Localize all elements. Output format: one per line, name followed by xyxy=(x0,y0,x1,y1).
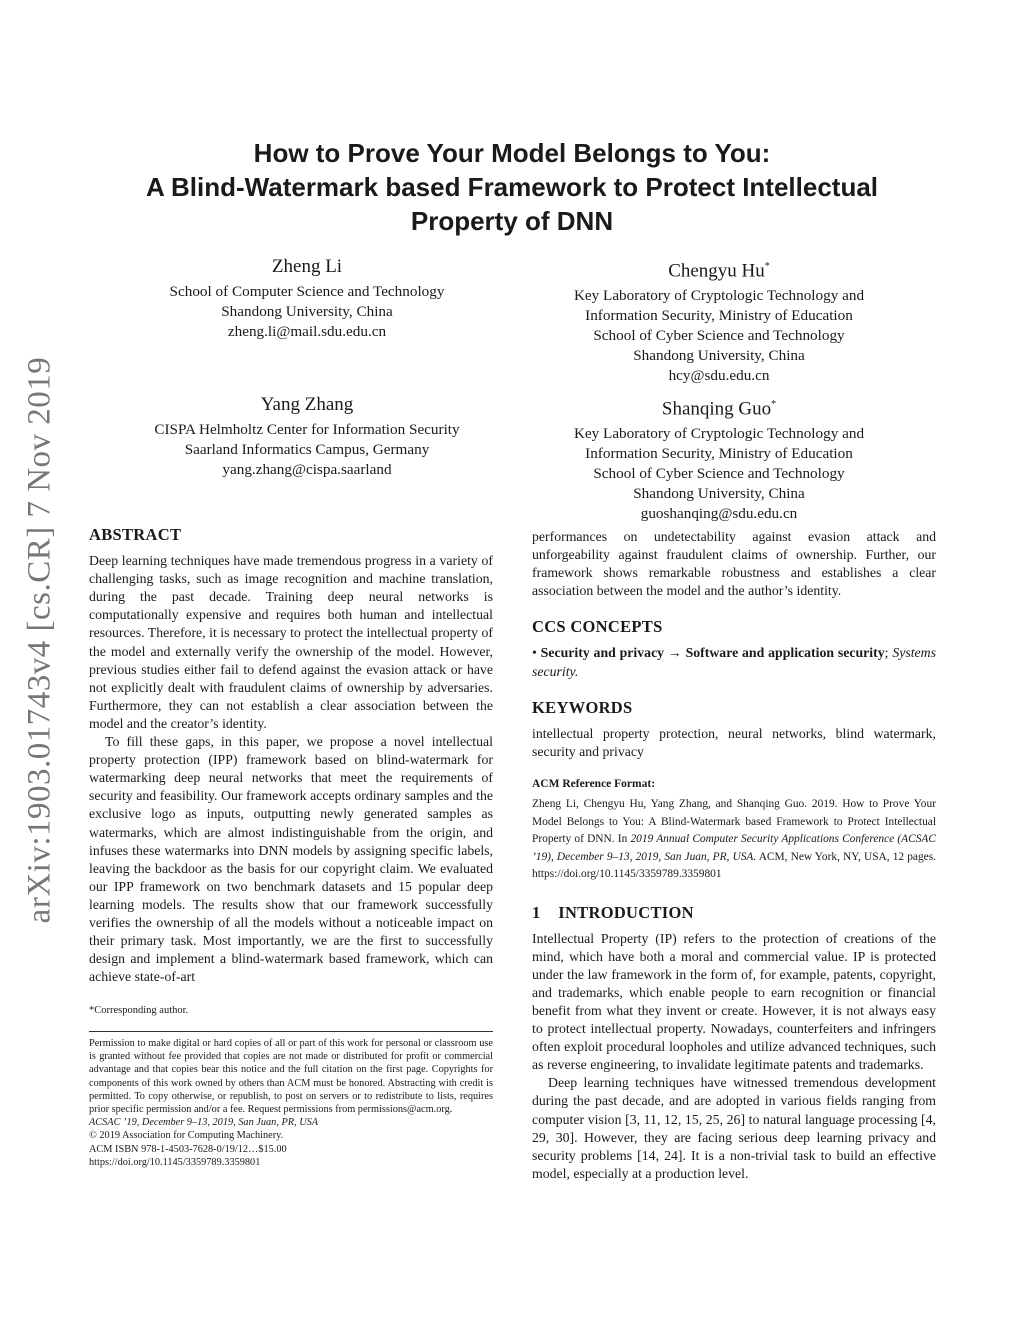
paper-title xyxy=(80,136,944,238)
ccs-part-2: Software and application security xyxy=(685,645,885,661)
introduction-heading: 1 INTRODUCTION xyxy=(532,902,694,922)
reference-venue: 2019 Annual Computer Security Applications Conference (ACSAC ’19), December 9–13, 2019, San Juan, PR, USA. xyxy=(532,833,936,863)
corresponding-mark: * xyxy=(771,399,777,410)
reference-text-2: ACM, New York, NY, USA, 12 pages. https://doi.org/10.1145/3359789.3359801 xyxy=(532,850,936,881)
author-email: hcy@sdu.edu.cn xyxy=(668,367,770,385)
title-line-3: Property of DNN xyxy=(410,206,614,236)
abstract-continuation: performances on undetectability against evasion attack and unforgeability against fraudulent claims of ownership. Further, our framework shows remarkable robustness and establishes a clear association between the model and the author’s identity. xyxy=(532,529,936,599)
left-column xyxy=(89,526,493,986)
author-name: Yang Zhang xyxy=(260,394,354,415)
author-zheng-li xyxy=(132,254,482,342)
keywords-text: intellectual property protection, neural networks, blind watermark, security and privacy xyxy=(532,725,936,759)
ccs-bullet: • xyxy=(532,645,541,661)
keywords-heading: KEYWORDS xyxy=(532,697,633,717)
author-name-row xyxy=(544,392,894,422)
author-email: guoshanqing@sdu.edu.cn xyxy=(640,505,798,523)
arxiv-stamp: arXiv:1903.01743v4 [cs.CR] 7 Nov 2019 xyxy=(21,356,58,924)
author-affiliation-line: Key Laboratory of Cryptologic Technology and xyxy=(573,425,865,443)
permission-doi: https://doi.org/10.1145/3359789.3359801 xyxy=(89,1156,261,1168)
title-line-2: A Blind-Watermark based Framework to Protect Intellectual xyxy=(145,172,879,202)
corresponding-mark: * xyxy=(764,261,770,272)
title-line-1: How to Prove Your Model Belongs to You: xyxy=(253,138,771,168)
author-affiliation-line: School of Computer Science and Technology xyxy=(169,283,445,300)
permission-copyright: © 2019 Association for Computing Machinery. xyxy=(89,1130,284,1142)
ccs-part-1: Security and privacy xyxy=(540,645,665,661)
author-affiliation-line: Saarland Informatics Campus, Germany xyxy=(184,441,430,458)
permission-text: Permission to make digital or hard copies of all or part of this work for personal or classroom use is granted without fee provided that copies are not made or distributed for profit or commercial advantage and that copies bear this notice and the full citation on the first page. Copyrights for components of this work owned by others than ACM must be honored. Abstracting with credit is permitted. To copy otherwise, or republish, to post on servers or to redistribute to lists, requires prior specific permission and/or a fee. Request permissions from permissions@acm.org. xyxy=(89,1038,493,1116)
ccs-concepts xyxy=(532,644,936,680)
right-column xyxy=(532,528,936,1183)
permission-block xyxy=(89,1037,493,1169)
author-name: Shanqing Guo xyxy=(661,398,772,420)
abstract-paragraph-2: To fill these gaps, in this paper, we propose a novel intellectual property protection (IPP) framework based on blind-watermark for watermarking deep neural networks that meet the requirements of security and feasibility. Our framework accepts ordinary samples and the exclusive logo as inputs, outputting newly generated samples as watermarks, which are almost indistinguishable from the origin, and infuses these watermarks into DNN models by assigning specific labels, leaving the backdoor as the basis for our copyright claim. We evaluated our IPP framework on two benchmark datasets and 15 popular deep learning models. The results show that our framework successfully verifies the ownership of all the models without a noticeable impact on their primary task. Most importantly, we are the first to successfully design and implement a blind-watermark based framework, which can achieve state-of-art xyxy=(89,734,493,985)
author-affiliation-line: Key Laboratory of Cryptologic Technology and xyxy=(573,287,865,305)
abstract-paragraph-1: Deep learning techniques have made tremendous progress in a variety of challenging tasks, such as image recognition and machine translation, during the past decade. Training deep neural networks is computationally expensive and requires both human and intellectual resources. Therefore, it is necessary to protect the intellectual property of the model and externally verify the ownership of the model. However, previous studies either fail to defend against the evasion attack or have not explicitly dealt with fraudulent claims of ownership by adversaries. Furthermore, they can not establish a clear association between the model and the creator’s identity. xyxy=(89,553,493,731)
author-affiliation-line: Shandong University, China xyxy=(633,347,805,365)
reference-format-heading: ACM Reference Format: xyxy=(532,777,656,790)
author-shanqing-guo xyxy=(544,392,894,524)
introduction-paragraph-2: Deep learning techniques have witnessed tremendous development during the past decade, and are adopted in various fields ranging from computer vision [3, 11, 12, 15, 25, 26] to natural language processing [4, 29, 30]. However, they are facing serious deep learning privacy and security problems [14, 24]. It is a non-trivial task to build an effective model, especially at a production level. xyxy=(532,1075,936,1181)
ccs-part-3: Systems security. xyxy=(532,645,936,679)
author-name: Chengyu Hu xyxy=(668,260,765,282)
footnote-divider xyxy=(89,1031,493,1032)
author-email: zheng.li@mail.sdu.edu.cn xyxy=(227,323,387,340)
ccs-heading: CCS CONCEPTS xyxy=(532,617,663,637)
author-affiliation-line: Information Security, Ministry of Education xyxy=(585,307,853,325)
reference-format-text xyxy=(532,796,936,884)
author-chengyu-hu xyxy=(544,254,894,386)
ccs-arrow: → xyxy=(664,645,686,661)
author-name: Zheng Li xyxy=(271,256,343,277)
author-affiliation-line: Shandong University, China xyxy=(633,485,805,503)
permission-isbn: ACM ISBN 978-1-4503-7628-0/19/12…$15.00 xyxy=(89,1143,287,1155)
author-affiliation-line: CISPA Helmholtz Center for Information Security xyxy=(154,421,460,438)
author-affiliation-line: Information Security, Ministry of Education xyxy=(585,445,853,463)
author-affiliation-line: Shandong University, China xyxy=(221,303,393,320)
ccs-separator: ; xyxy=(884,645,893,661)
author-email: yang.zhang@cispa.saarland xyxy=(222,461,392,478)
author-yang-zhang xyxy=(112,392,502,480)
author-affiliation-line: School of Cyber Science and Technology xyxy=(593,465,845,483)
permission-venue: ACSAC ’19, December 9–13, 2019, San Juan, PR, USA xyxy=(89,1117,319,1129)
introduction-paragraph-1: Intellectual Property (IP) refers to the protection of creations of the mind, which have both a moral and commercial value. IP is protected under the law framework in the form of, for example, patents, copyright, and trademarks, which enable people to earn recognition or financial benefit from what they invent or create. However, it is not always easy to protect intellectual property. Nowadays, counterfeiters and infringers often exploit procedural loopholes and utilize advanced techniques, such as reverse engineering, to invalidate legitimate patents and trademarks. xyxy=(532,930,936,1073)
reference-text-1: Zheng Li, Chengyu Hu, Yang Zhang, and Shanqing Guo. 2019. How to Prove Your Model Belongs to You: A Blind-Watermark based Framework to Protect Intellectual Property of DNN. In xyxy=(532,798,936,846)
corresponding-footnote: *Corresponding author. xyxy=(89,1005,189,1016)
author-affiliation-line: School of Cyber Science and Technology xyxy=(593,327,845,345)
abstract-heading: ABSTRACT xyxy=(89,525,182,544)
author-name-row xyxy=(544,254,894,284)
